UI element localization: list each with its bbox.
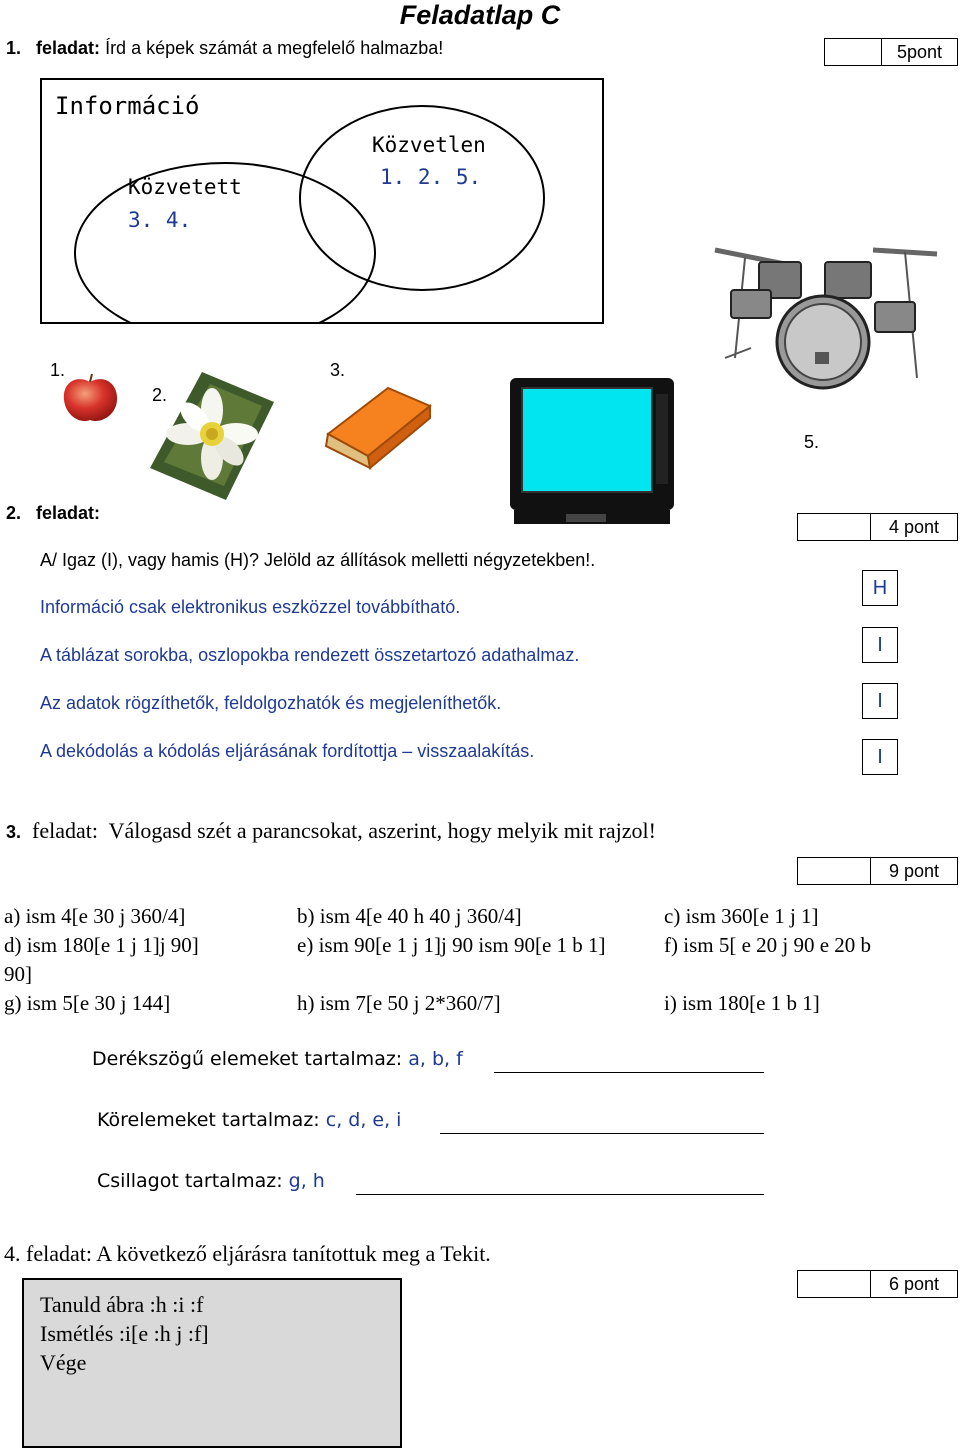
answer-label-1: Derékszögű elemeket tartalmaz: <box>92 1048 403 1070</box>
task4-instruction: A következő eljárásra tanítottuk meg a Tekit. <box>96 1241 491 1266</box>
command-g: g) ism 5[e 30 j 144] <box>4 991 171 1015</box>
score-input[interactable] <box>825 39 882 65</box>
task3-heading <box>6 818 656 844</box>
venn-left-label: Közvetett <box>128 175 242 199</box>
answer-row-2 <box>97 1109 401 1131</box>
answer-line-2[interactable] <box>440 1111 764 1134</box>
code-line-3: Vége <box>40 1350 87 1375</box>
venn-right-items: 1. 2. 5. <box>380 165 482 189</box>
task1-heading <box>6 38 443 59</box>
task3-number: 3. <box>6 822 22 842</box>
task2-number: 2. <box>6 503 22 523</box>
statement-3: Az adatok rögzíthetők, feldolgozhatók és megjeleníthetők. <box>40 693 502 713</box>
command-f: f) ism 5[ e 20 j 90 e 20 b <box>664 933 872 957</box>
answer-value-2: c, d, e, i <box>325 1109 402 1131</box>
command-b: b) ism 4[e 40 h 40 j 360/4] <box>297 904 522 928</box>
task1-score-box <box>824 38 958 66</box>
score-input[interactable] <box>798 514 871 540</box>
task2-score-box <box>797 513 958 541</box>
task1-instruction: Írd a képek számát a megfelelő halmazba! <box>105 38 444 58</box>
task4-heading <box>4 1241 491 1267</box>
code-line-1: Tanuld ábra :h :i :f <box>40 1292 204 1317</box>
drum-kit-icon <box>705 238 945 398</box>
command-d: d) ism 180[e 1 j 1]j 90] <box>4 933 199 957</box>
task3-prefix: feladat: <box>32 818 98 843</box>
venn-outer-label: Információ <box>55 92 200 120</box>
command-c: c) ism 360[e 1 j 1] <box>664 904 819 928</box>
score-input[interactable] <box>798 858 871 884</box>
task4-score-box <box>797 1270 958 1298</box>
answer-label-2: Körelemeket tartalmaz: <box>97 1109 320 1131</box>
command-e: e) ism 90[e 1 j 1]j 90 ism 90[e 1 b 1] <box>297 933 606 957</box>
task1-prefix: feladat: <box>36 38 101 58</box>
answer-box-4[interactable]: I <box>862 739 898 775</box>
command-h: h) ism 7[e 50 j 2*360/7] <box>297 991 501 1015</box>
picture-5-number: 5. <box>804 432 820 452</box>
task2-prefix: feladat: <box>36 503 101 523</box>
task1-points: 5pont <box>896 42 943 62</box>
answer-box-2[interactable]: I <box>862 627 898 663</box>
answer-box-1[interactable]: H <box>862 570 898 606</box>
code-line-2: Ismétlés :i[e :h j :f] <box>40 1321 209 1346</box>
statement-1: Információ csak elektronikus eszközzel továbbítható. <box>40 597 461 617</box>
task4-prefix: feladat: <box>26 1241 92 1266</box>
command-a: a) ism 4[e 30 j 360/4] <box>4 904 186 928</box>
tv-icon <box>506 374 678 534</box>
apple-icon <box>60 372 120 424</box>
picture-2-number: 2. <box>152 385 168 405</box>
picture-1-number: 1. <box>50 360 66 380</box>
task2-points: 4 pont <box>888 517 940 537</box>
task1-number: 1. <box>6 38 22 58</box>
book-icon <box>318 384 434 472</box>
picture-3-number: 3. <box>330 360 346 380</box>
task2-heading <box>6 503 100 524</box>
statement-2: A táblázat sorokba, oszlopokba rendezett összetartozó adathalmaz. <box>40 645 580 665</box>
command-f-continued: 90] <box>4 962 32 986</box>
answer-row-3 <box>97 1170 325 1192</box>
answer-box-3[interactable]: I <box>862 683 898 719</box>
answer-value-1: a, b, f <box>408 1048 463 1070</box>
task2-instruction: A/ Igaz (I), vagy hamis (H)? Jelöld az állítások melletti négyzetekben!. <box>40 550 596 570</box>
task3-points: 9 pont <box>888 861 940 881</box>
task3-score-box <box>797 857 958 885</box>
venn-left-items: 3. 4. <box>128 208 192 232</box>
statement-4: A dekódolás a kódolás eljárásának fordítottja – visszaalakítás. <box>40 741 535 761</box>
answer-label-3: Csillagot tartalmaz: <box>97 1170 283 1192</box>
venn-right-label: Közvetlen <box>372 133 486 157</box>
score-input[interactable] <box>798 1271 871 1297</box>
code-box <box>22 1278 402 1448</box>
task4-points: 6 pont <box>888 1274 940 1294</box>
answer-value-3: g, h <box>288 1170 325 1192</box>
task4-number: 4. <box>4 1241 21 1266</box>
page-title: Feladatlap C <box>399 0 561 30</box>
answer-line-1[interactable] <box>494 1050 764 1073</box>
answer-line-3[interactable] <box>356 1172 764 1195</box>
task3-instruction: Válogasd szét a parancsokat, aszerint, hogy melyik mit rajzol! <box>108 818 656 843</box>
command-i: i) ism 180[e 1 b 1] <box>664 991 820 1015</box>
daffodil-icon <box>150 372 274 500</box>
answer-row-1 <box>92 1048 463 1070</box>
